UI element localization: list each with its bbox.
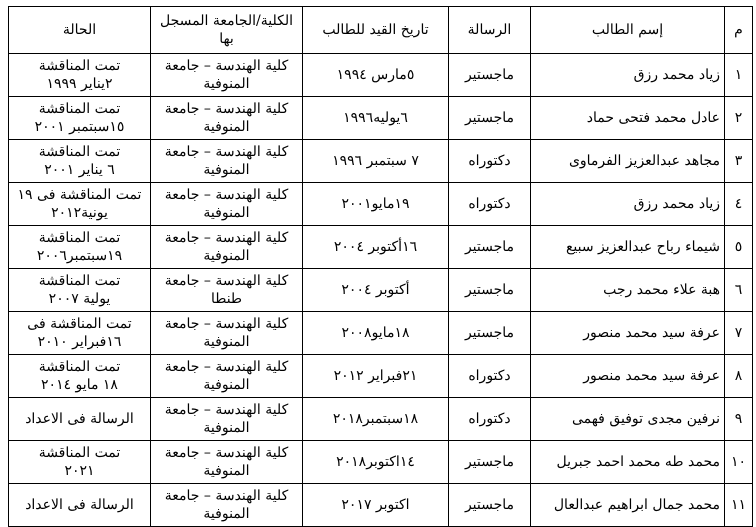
faculty-line-2: المنوفية: [203, 420, 250, 436]
registration-date: ١٤اكتوبر٢٠١٨: [303, 441, 449, 484]
status-line-1: تمت المناقشة فى ١٩: [17, 187, 142, 203]
faculty-line-2: المنوفية: [203, 248, 250, 264]
header-num: م: [725, 7, 753, 54]
header-row: [9, 7, 753, 54]
table-row: [9, 484, 753, 527]
table-row: [9, 97, 753, 140]
student-name: زياد محمد رزق: [531, 54, 725, 97]
faculty-line-1: كلية الهندسة – جامعة: [164, 273, 289, 289]
status-line-2: ١٥سبتمبر ٢٠٠١: [34, 119, 125, 135]
faculty-university: [151, 484, 303, 527]
row-number: ٦: [725, 269, 753, 312]
table-body: [9, 54, 753, 527]
faculty-line-1: كلية الهندسة – جامعة: [164, 187, 289, 203]
degree-type: ماجستير: [449, 97, 531, 140]
faculty-university: [151, 54, 303, 97]
status-line-1: الرسالة فى الاعداد: [25, 411, 134, 427]
degree-type: ماجستير: [449, 484, 531, 527]
thesis-status: [9, 312, 151, 355]
registration-date: أكتوبر ٢٠٠٤: [303, 269, 449, 312]
registration-date: ٥مارس ١٩٩٤: [303, 54, 449, 97]
status-line-2: ١٦فبراير ٢٠١٠: [37, 334, 122, 350]
degree-type: ماجستير: [449, 441, 531, 484]
thesis-status: [9, 97, 151, 140]
faculty-line-2: المنوفية: [203, 162, 250, 178]
row-number: ٥: [725, 226, 753, 269]
faculty-university: [151, 183, 303, 226]
student-name: عادل محمد فتحى حماد: [531, 97, 725, 140]
thesis-status: [9, 183, 151, 226]
registration-date: ٧ سبتمبر ١٩٩٦: [303, 140, 449, 183]
degree-type: دكتوراه: [449, 183, 531, 226]
degree-type: ماجستير: [449, 54, 531, 97]
student-name: نرفين مجدى توفيق فهمى: [531, 398, 725, 441]
faculty-line-1: كلية الهندسة – جامعة: [164, 101, 289, 117]
faculty-university: [151, 398, 303, 441]
student-name: محمد جمال ابراهيم عبدالعال: [531, 484, 725, 527]
status-line-1: تمت المناقشة: [38, 101, 121, 117]
thesis-status: [9, 269, 151, 312]
degree-type: دكتوراه: [449, 398, 531, 441]
registration-date: ١٨سبتمبر٢٠١٨: [303, 398, 449, 441]
degree-type: ماجستير: [449, 312, 531, 355]
table-row: [9, 441, 753, 484]
degree-type: دكتوراه: [449, 355, 531, 398]
faculty-university: [151, 140, 303, 183]
status-line-2: ١٩سبتمبر٢٠٠٦: [36, 248, 123, 264]
faculty-line-2: طنطا: [210, 291, 243, 307]
header-reg-date: تاريخ القيد للطالب: [303, 7, 449, 54]
registration-date: اكتوبر ٢٠١٧: [303, 484, 449, 527]
thesis-status: [9, 355, 151, 398]
row-number: ٩: [725, 398, 753, 441]
degree-type: دكتوراه: [449, 140, 531, 183]
status-line-1: تمت المناقشة: [38, 230, 121, 246]
faculty-university: [151, 441, 303, 484]
table-row: [9, 183, 753, 226]
status-line-1: تمت المناقشة: [38, 58, 121, 74]
faculty-university: [151, 97, 303, 140]
thesis-status: [9, 398, 151, 441]
faculty-university: [151, 312, 303, 355]
faculty-line-1: كلية الهندسة – جامعة: [164, 402, 289, 418]
student-name: عرفة سيد محمد منصور: [531, 355, 725, 398]
faculty-line-2: المنوفية: [203, 463, 250, 479]
faculty-line-2: المنوفية: [203, 506, 250, 522]
student-name: زياد محمد رزق: [531, 183, 725, 226]
status-line-1: تمت المناقشة: [38, 144, 121, 160]
header-faculty-line2: بها: [219, 31, 234, 47]
thesis-status: [9, 484, 151, 527]
faculty-line-1: كلية الهندسة – جامعة: [164, 488, 289, 504]
header-degree: الرسالة: [449, 7, 531, 54]
table-row: [9, 269, 753, 312]
faculty-line-2: المنوفية: [203, 205, 250, 221]
status-line-2: يولية ٢٠٠٧: [48, 291, 111, 307]
registration-date: ١٨مايو٢٠٠٨: [303, 312, 449, 355]
row-number: ٧: [725, 312, 753, 355]
row-number: ٨: [725, 355, 753, 398]
registration-date: ١٩مايو٢٠٠١: [303, 183, 449, 226]
row-number: ٢: [725, 97, 753, 140]
header-faculty: [151, 7, 303, 54]
faculty-line-2: المنوفية: [203, 76, 250, 92]
registration-date: ٢١فبراير ٢٠١٢: [303, 355, 449, 398]
faculty-line-2: المنوفية: [203, 334, 250, 350]
faculty-line-1: كلية الهندسة – جامعة: [164, 445, 289, 461]
faculty-university: [151, 355, 303, 398]
faculty-line-2: المنوفية: [203, 119, 250, 135]
faculty-line-1: كلية الهندسة – جامعة: [164, 316, 289, 332]
header-faculty-line1: الكلية/الجامعة المسجل: [159, 13, 293, 29]
faculty-line-1: كلية الهندسة – جامعة: [164, 230, 289, 246]
row-number: ١: [725, 54, 753, 97]
table-row: [9, 355, 753, 398]
table-row: [9, 54, 753, 97]
row-number: ١١: [725, 484, 753, 527]
row-number: ١٠: [725, 441, 753, 484]
table-row: [9, 312, 753, 355]
header-status: الحالة: [9, 7, 151, 54]
faculty-line-2: المنوفية: [203, 377, 250, 393]
student-name: مجاهد عبدالعزيز الفرماوى: [531, 140, 725, 183]
faculty-line-1: كلية الهندسة – جامعة: [164, 144, 289, 160]
status-line-2: ١٨ مايو ٢٠١٤: [41, 377, 118, 393]
status-line-1: تمت المناقشة: [38, 273, 121, 289]
status-line-1: الرسالة فى الاعداد: [25, 497, 134, 513]
degree-type: ماجستير: [449, 226, 531, 269]
status-line-1: تمت المناقشة: [38, 359, 121, 375]
student-name: عرفة سيد محمد منصور: [531, 312, 725, 355]
faculty-line-1: كلية الهندسة – جامعة: [164, 58, 289, 74]
status-line-2: يونية٢٠١٢: [51, 205, 108, 221]
student-name: شيماء رباح عبدالعزيز سبيع: [531, 226, 725, 269]
row-number: ٤: [725, 183, 753, 226]
faculty-university: [151, 269, 303, 312]
table-row: [9, 140, 753, 183]
status-line-2: ٢٠٢١: [64, 463, 95, 479]
registration-date: ٦يوليه١٩٩٦: [303, 97, 449, 140]
status-line-1: تمت المناقشة فى: [27, 316, 132, 332]
document-page: [8, 6, 752, 527]
status-line-2: ٢يناير ١٩٩٩: [46, 76, 113, 92]
status-line-1: تمت المناقشة: [38, 445, 121, 461]
faculty-university: [151, 226, 303, 269]
status-line-2: ٦ يناير ٢٠٠١: [44, 162, 115, 178]
table-row: [9, 226, 753, 269]
thesis-status: [9, 226, 151, 269]
header-name: إسم الطالب: [531, 7, 725, 54]
student-name: محمد طه محمد احمد جبريل: [531, 441, 725, 484]
faculty-line-1: كلية الهندسة – جامعة: [164, 359, 289, 375]
table-row: [9, 398, 753, 441]
thesis-status: [9, 441, 151, 484]
thesis-status: [9, 54, 151, 97]
registration-date: ١٦أكتوبر ٢٠٠٤: [303, 226, 449, 269]
student-name: هبة علاء محمد رجب: [531, 269, 725, 312]
students-table: [8, 6, 753, 527]
thesis-status: [9, 140, 151, 183]
row-number: ٣: [725, 140, 753, 183]
degree-type: ماجستير: [449, 269, 531, 312]
